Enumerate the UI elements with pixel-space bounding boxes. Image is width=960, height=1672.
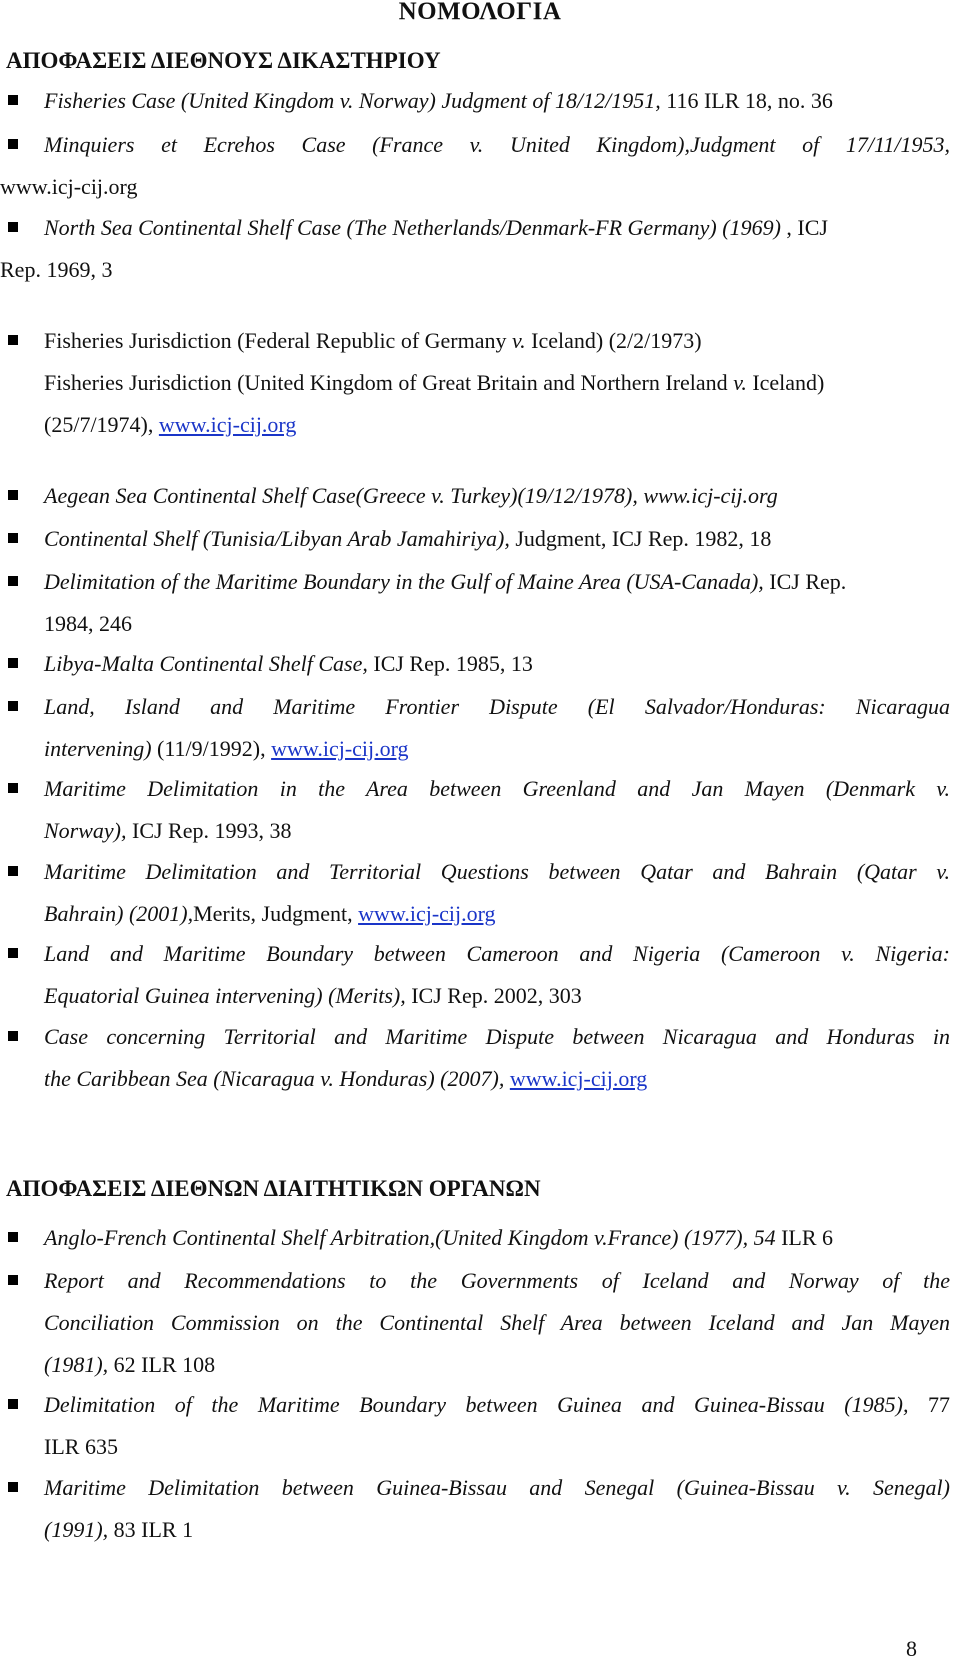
case-name: Norway), [44,818,127,843]
page-title: ΝΟΜΟΛΟΓΙΑ [398,0,562,25]
icj-link[interactable]: www.icj-cij.org [509,1066,648,1091]
square-bullet-icon [8,1399,18,1409]
case-name: (1991), [44,1517,109,1542]
icj-link[interactable]: www.icj-cij.org [358,901,496,926]
square-bullet-icon [8,335,18,345]
square-bullet-icon [8,490,18,500]
case-name: Fisheries Jurisdiction (United Kingdom of Great Britain and Northern Ireland [44,370,734,395]
square-bullet-icon [8,1275,18,1285]
case-name: Fisheries Jurisdiction (Federal Republic of Germany [44,328,513,353]
case-name: Libya-Malta Continental Shelf Case, [44,651,368,676]
case-name: Anglo-French Continental Shelf Arbitration,(United Kingdom v.France) (1977), 54 [44,1225,776,1250]
citation: Judgment, ICJ Rep. 1982, 18 [509,526,772,551]
square-bullet-icon [8,533,18,543]
square-bullet-icon [8,576,18,586]
case-name: Maritime Delimitation and Territorial Questions between Qatar and Bahrain (Qatar v. [44,859,950,884]
square-bullet-icon [8,948,18,958]
list-item [44,1467,950,1551]
square-bullet-icon [8,701,18,711]
case-name: Case concerning Territorial and Maritime Dispute between Nicaragua and Honduras in [44,1024,950,1049]
list-item [44,475,950,517]
square-bullet-icon [8,1232,18,1242]
square-bullet-icon [8,222,18,232]
case-name: Iceland) [746,370,825,395]
square-bullet-icon [8,1031,18,1041]
case-name: (1981), [44,1352,109,1377]
citation: 77 [908,1392,951,1417]
citation: (11/9/1992), [151,736,272,761]
citation: 83 ILR 1 [108,1517,194,1542]
citation: (25/7/1974), [44,412,159,437]
citation: ICJ Rep. 2002, 303 [405,983,582,1008]
case-name: the Caribbean Sea (Nicaragua v. Honduras) (2007), [44,1066,505,1091]
list-item [44,1260,950,1386]
case-name: Delimitation of the Maritime Boundary between Guinea and Guinea-Bissau (1985), [44,1392,909,1417]
case-name: intervening) [44,736,152,761]
list-item [0,207,950,291]
list-item [44,768,950,852]
case-name: Delimitation of the Maritime Boundary in the Gulf of Maine Area (USA-Canada), [44,569,764,594]
case-name: Conciliation Commission on the Continental Shelf Area between Iceland and Jan Mayen [44,1310,950,1335]
citation: 116 ILR 18, no. 36 [660,88,833,113]
citation: Rep. 1969, 3 [0,257,113,282]
case-name: Maritime Delimitation in the Area between Greenland and Jan Mayen (Denmark v. [44,776,950,801]
list-item [44,320,950,446]
citation: ILR 6 [775,1225,834,1250]
case-name: Bahrain) (2001), [44,901,194,926]
list-item [44,686,950,770]
versus: v. [733,370,747,395]
square-bullet-icon [8,866,18,876]
citation: ICJ Rep. 1985, 13 [367,651,533,676]
case-name: Land, Island and Maritime Frontier Dispute (El Salvador/Honduras: Nicaragua [44,694,950,719]
square-bullet-icon [8,658,18,668]
citation: Merits, Judgment, [193,901,359,926]
case-name: Report and Recommendations to the Governments of Iceland and Norway of the [44,1268,950,1293]
citation: www.icj-cij.org [0,174,138,199]
list-item [44,851,950,935]
case-name: Aegean Sea Continental Shelf Case(Greece v. Turkey)(19/12/1978), www.icj-cij.org [44,483,778,508]
versus: v. [512,328,526,353]
case-name: Equatorial Guinea intervening) (Merits), [44,983,406,1008]
citation: ILR 635 [44,1434,118,1459]
citation: , ICJ [780,215,828,240]
case-name: Fisheries Case (United Kingdom v. Norway) Judgment of 18/12/1951, [44,88,661,113]
case-name: Maritime Delimitation between Guinea-Bissau and Senegal (Guinea-Bissau v. Senegal) [44,1475,950,1500]
case-name: Continental Shelf (Tunisia/Libyan Arab Jamahiriya), [44,526,510,551]
list-item [44,518,950,560]
icj-link[interactable]: www.icj-cij.org [271,736,409,761]
citation: 62 ILR 108 [108,1352,216,1377]
list-item [44,1016,950,1100]
list-item [44,1217,950,1259]
section-heading-icj: ΑΠΟΦΑΣΕΙΣ ΔΙΕΘΝΟΥΣ ΔΙΚΑΣΤΗΡΙΟΥ [6,48,441,73]
square-bullet-icon [8,1482,18,1492]
list-item [44,643,950,685]
citation: 1984, 246 [44,611,132,636]
case-name: Land and Maritime Boundary between Cameroon and Nigeria (Cameroon v. Nigeria: [44,941,950,966]
case-name: Minquiers et Ecrehos Case (France v. United Kingdom),Judgment of 17/11/1953, [44,132,950,157]
square-bullet-icon [8,95,18,105]
page-number: 8 [906,1636,917,1661]
icj-link[interactable]: www.icj-cij.org [158,412,297,437]
citation: ICJ Rep. 1993, 38 [126,818,292,843]
list-item [44,561,950,645]
case-name: Iceland) (2/2/1973) [525,328,702,353]
square-bullet-icon [8,139,18,149]
section-heading-arbitral: ΑΠΟΦΑΣΕΙΣ ΔΙΕΘΝΩΝ ΔΙΑΙΤΗΤΙΚΩΝ ΟΡΓΑΝΩΝ [6,1176,541,1201]
list-item [44,1384,950,1468]
list-item [44,80,950,122]
list-item [0,124,950,208]
list-item [44,933,950,1017]
case-name: North Sea Continental Shelf Case (The Netherlands/Denmark-FR Germany) (1969) [44,215,781,240]
citation: ICJ Rep. [763,569,847,594]
square-bullet-icon [8,783,18,793]
